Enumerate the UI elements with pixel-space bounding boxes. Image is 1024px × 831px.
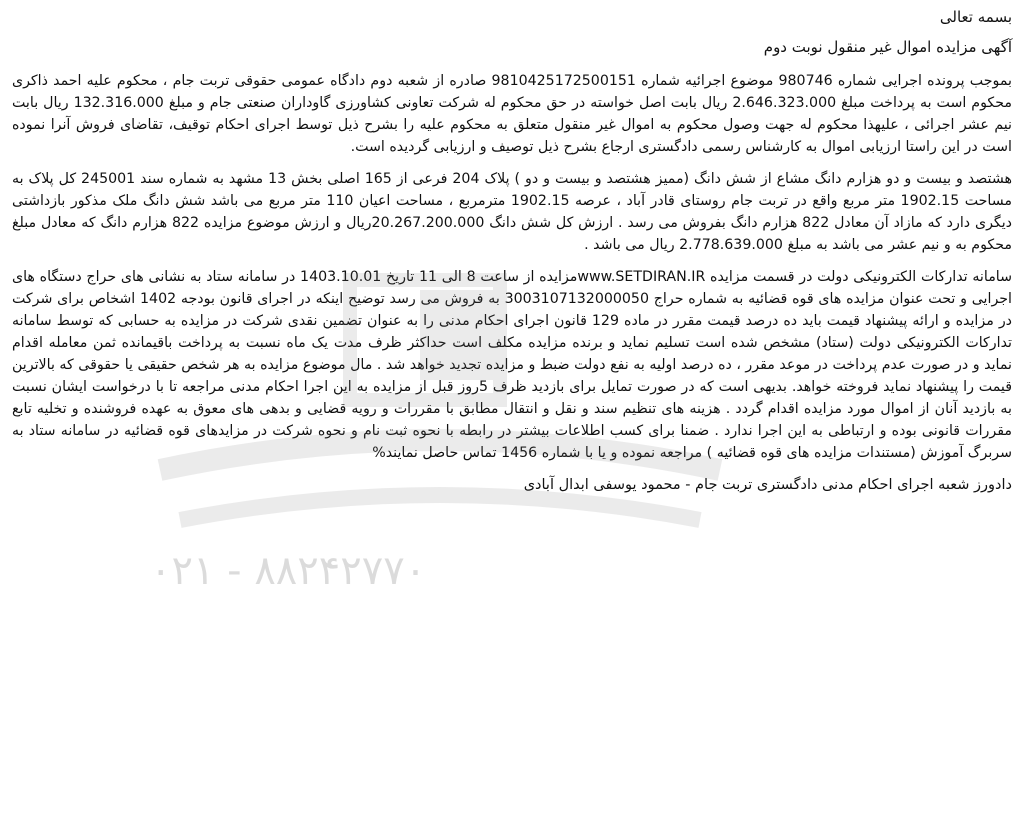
property-description-paragraph: هشتصد و بیست و دو هزارم دانگ مشاع از شش دانگ (ممیز هشتصد و بیست و دو ) پلاک 204 فرعی از 165 اصلی بخش 13 مشهد به شماره سند 245001 کل پلاک به مساحت 1902.15 متر مربع واقع در تربت جام روستای قادر آباد ، عرصه 1902.15 مترمربع ، مساحت اعیان 110 متر مربع می باشد شش دانگ ملک مذکور بازداشتی دیگری دارد که مازاد آن معادل 822 هزارم دانگ بفروش می رسد . ارزش کل شش دانگ 20.267.200.000ریال و ارزش موضوع مزایده 822 هزارم دانگ که معادل مبلغ محکوم به و نیم عشر می باشد به مبلغ 2.778.639.000 ریال می باشد .: [12, 171, 1013, 253]
notice-title: آگهی مزایده اموال غیر منقول نوبت دوم: [763, 38, 1012, 56]
auction-terms-paragraph: سامانه تدارکات الکترونیکی دولت در قسمت مزایده www.SETDIRAN.IRمزایده از ساعت 8 الی 11 تاریخ 1403.10.01 در سامانه ستاد به نشانی های حراج دستگاه های اجرایی و تحت عنوان مزایده های قوه قضائیه به شماره حراج 300310713200005‪0‬ به فروش می رسد توضیح اینکه در اجرای قانون بودجه 1402 اشخاص برای شرکت در مزایده و ارائه پیشنهاد قیمت باید ده درصد قیمت مقرر در ماده 129 قانون اجرای احکام مدنی را به عنوان تضمین نقدی شرکت در مزایده به حسابی که توسط سامانه تدارکات الکترونیکی دولت (ستاد) مشخص شده است تسلیم نماید و برنده مزایده مکلف است حداکثر ظرف مدت یک ماه نسبت به پرداخت باقیمانده ثمن معامله اقدام نماید و در صورت عدم پرداخت در موعد مقرر ، ده درصد اولیه به نفع دولت ضبط و مزایده تجدید خواهد شد . مال موضوع مزایده به هر شخص حقیقی یا حقوقی که بالاترین قیمت را پیشنهاد نماید فروخته خواهد. بدیهی است که در صورت تمایل برای بازدید ظرف 5روز قبل از مزایده به این اجرا احکام مدنی مراجعه تا با درخواست ایشان نسبت به بازدید آنان از اموال مورد مزایده اقدام گردد . هزینه های تنظیم سند و نقل و انتقال مطابق با مقررات و رویه قضایی و بدهی های معوق به عهده فروشنده و تخلیه تابع مقررات قانونی بوده و ارتباطی به این اجرا ندارد . ضمنا برای کسب اطلاعات بیشتر در رابطه با نحوه ثبت نام و نحوه شرکت در مزایدهای قوه قضائیه در سامانه ستاد به سربرگ آموزش (مستندات مزایده های قوه قضائیه ) مراجعه نموده و یا با شماره 1456 تماس حاصل نمایند%: [12, 269, 1013, 461]
signature-line: دادورز شعبه اجرای احکام مدنی دادگستری تربت جام - محمود یوسفی ابدال آبادی: [523, 477, 1012, 493]
basmala-heading: بسمه تعالی: [939, 8, 1012, 26]
watermark-phone-number: ۰۲۱ - ۸۸۲۴۲۷۷۰: [150, 548, 427, 594]
case-details-paragraph: بموجب پرونده اجرایی شماره 980746 موضوع اجرائیه شماره 9810425172500151 صادره از شعبه دوم دادگاه عمومی حقوقی تربت جام ، محکوم علیه احمد ذاکری محکوم است به پرداخت مبلغ 2.646.323.000 ریال بابت اصل خواسته در حق محکوم له شرکت تعاونی کشاورزی گاوداران صنعتی جام و مبلغ 132.316.000 ریال بابت نیم عشر اجرائی ، علیهذا محکوم له جهت وصول محکوم به اموال غیر منقول متعلق به محکوم علیه را بشرح ذیل توسط اجرای احکام توقیف، تقاضای فروش آنرا نموده است در این راستا ارزیابی اموال به کارشناس رسمی دادگستری ارجاع بشرح ذیل توصیف و ارزیابی گردیده است.: [12, 73, 1012, 155]
